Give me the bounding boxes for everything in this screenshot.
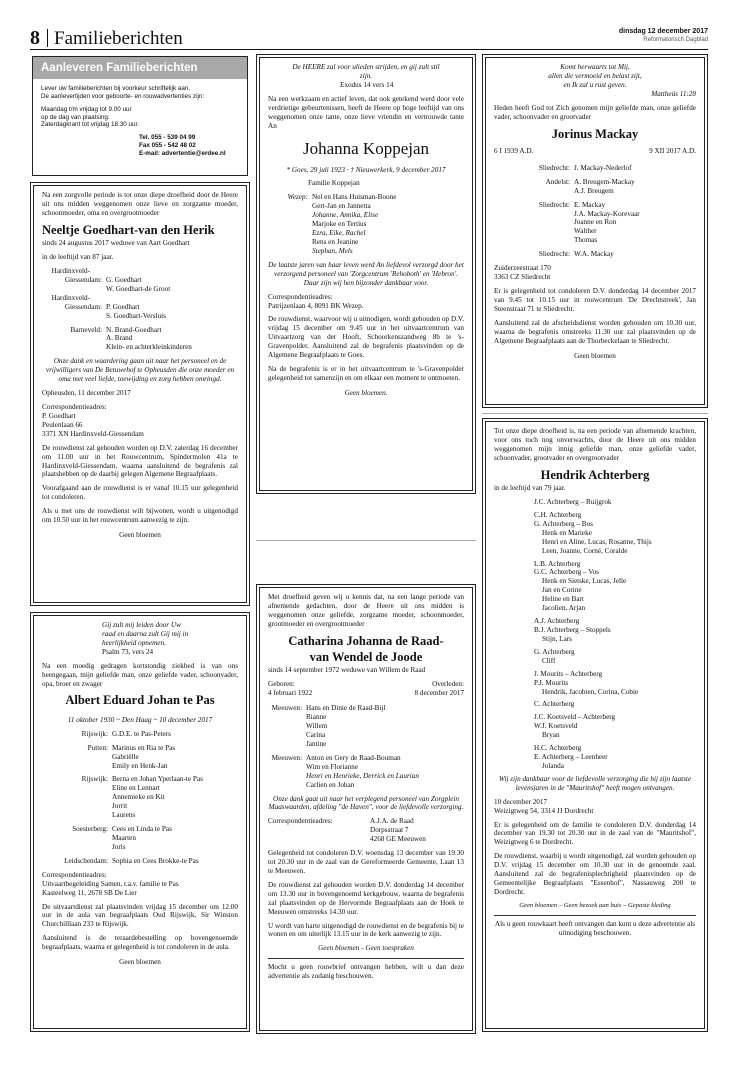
aanleveren-time1: Maandag t/m vrijdag tot 9.00 uur: [41, 105, 132, 113]
notice-goedhart: [30, 182, 250, 606]
goedhart-since: sinds 24 augustus 2017 weduwe van Aart Goedhart: [42, 239, 190, 248]
family-name: Klein- en achterkleinkinderen: [106, 343, 192, 352]
family-name: Joanne en Ron: [574, 218, 617, 227]
aanleveren-intro2: De aanlevertijden voor geboorte- en rouwadvertenties zijn:: [41, 93, 205, 101]
terpas-dates: 11 oktober 1930 ~ Den Haag ~ 10 december 2017: [67, 715, 213, 724]
family-name: Thomas: [574, 236, 598, 245]
family-name: Gabriëlle: [112, 752, 139, 761]
family-place: [42, 784, 108, 793]
header-rule: [30, 49, 708, 50]
family-place: [42, 762, 108, 771]
terpas-funeral: De uitvaartdienst zal plaatsvinden vrijdag 15 december om 12.00 uur in de aula van begraafplaats Oud Rijswijk, Sir Winston Churchilllaan 233 te Rijswijk.: [42, 902, 238, 929]
raad-died-label: Overleden:: [432, 680, 464, 689]
family-name: Jolanda: [542, 761, 564, 770]
koppejan-flowers: Geen bloemen.: [344, 388, 388, 397]
goedhart-thanks: Onze dank en waardering gaan uit naar het personeel en de vrijwilligers van De Betuwehof te Opheusden die onze moeder en oma met veel liefde, toewijding en zorg hebben omringd.: [45, 357, 235, 384]
family-place: [42, 811, 108, 820]
family-name: Hendrik, Jacobien, Corina, Cobie: [542, 687, 639, 696]
family-place: Putten:: [87, 743, 108, 752]
goedhart-placedate: Opheusden, 11 december 2017: [42, 389, 131, 398]
family-place: Rijswijk:: [81, 775, 108, 784]
family-name: C.H. Achterberg: [534, 510, 582, 519]
terpas-verse-ref: Psalm 73, vers 24: [102, 647, 154, 656]
family-place: [268, 731, 302, 740]
raad-family: [268, 704, 464, 794]
family-place: Giessendam:: [64, 275, 102, 284]
divider: [482, 413, 708, 414]
achterberg-condole: Er is gelegenheid om de familie te condoleren D.V. donderdag 14 december van 19.30 tot 20.30 uur in de zaal van de "Mauritshof", Weizigtweg 6 te Dordrecht.: [494, 820, 696, 847]
terpas-after: Aansluitend is de teraardebestelling op bovengenoemde begraafplaats, waarna er gelegenheid is tot condoleren in de aula.: [42, 934, 238, 952]
raad-corr-label: Correspondentieadres:: [268, 817, 333, 826]
family-name: Joris: [112, 842, 126, 851]
family-name: L.B. Achterberg: [534, 559, 581, 568]
koppejan-name: Johanna Koppejan: [302, 139, 430, 159]
family-place: [494, 218, 570, 227]
family-name: P. Goedhart: [106, 302, 140, 311]
goedhart-age: in de leeftijd van 87 jaar.: [42, 253, 114, 262]
family-name: Walther: [574, 227, 597, 236]
family-name: Henk en Sietske, Lucas, Jelle: [542, 577, 627, 586]
terpas-corr2: Kasteelweg 11, 2678 SB De Lier: [42, 888, 137, 897]
family-name: Bryan: [542, 731, 560, 740]
family-name: G.D.E. te Pas-Peters: [112, 729, 171, 738]
raad-flowers: Geen bloemen - Geen toespraken: [318, 944, 414, 953]
header-paper: Reformatorisch Dagblad: [643, 37, 708, 43]
header-date: dinsdag 12 december 2017: [618, 28, 708, 35]
family-name: Maarten: [112, 833, 136, 842]
raad-corr2: Dorpsstraat 7: [370, 826, 409, 835]
terpas-name: Albert Eduard Johan te Pas: [65, 693, 215, 708]
raad-corr1: A.J.A. de Raad: [370, 817, 414, 826]
family-name: Wim en Florianne: [306, 762, 359, 771]
family-name: Nel en Hans Huisman-Boone: [312, 193, 397, 202]
page-number: 8: [30, 27, 40, 49]
raad-born-label: Geboren:: [268, 680, 295, 689]
goedhart-corr3: 3371 XN Hardinxveld-Giessendam: [42, 429, 144, 438]
koppejan-place: Wezep:: [287, 193, 308, 202]
achterberg-flowers: Geen bloemen – Geen bezoek aan huis – Gepaste kleding: [519, 901, 671, 909]
mackay-died: 9 XII 2017 A.D.: [649, 146, 696, 155]
notice-achterberg: [482, 418, 708, 1032]
family-name: Marjoke en Tertius: [312, 220, 367, 229]
family-name: Jacolien, Arjan: [542, 604, 586, 613]
family-place: Giessendam:: [64, 302, 102, 311]
raad-name2: van Wendel de Joode: [309, 650, 423, 665]
family-name: Carlien en Johan: [306, 780, 355, 789]
family-place: Hardinxveld-: [51, 266, 90, 275]
raad-intro: Met droefheid geven wij u kennis dat, na een lange periode van afnemende gedachten, door de Heere uit ons midden is weggenomen onze geliefde, zorgzame moeder, schoonmoeder, grootmoeder en overgrootmoeder: [268, 593, 464, 628]
page-header: [30, 26, 708, 48]
family-name: Carina: [306, 730, 326, 739]
family-name: G. Achterberg – Bos: [534, 519, 593, 528]
koppejan-after: Na de begrafenis is er in het uitvaartcentrum te 's-Gravenpolder gelegenheid tot samenzijn en om elkaar een moment te ontmoeten.: [268, 365, 464, 382]
terpas-verse3: heerlijkheid opnemen.: [102, 638, 166, 647]
raad-condole: Gelegenheid tot condoleren D.V. woensdag 13 december van 19.30 tot 20.30 uur in de zaal van de Gereformeerde Gemeente, Laan 13 te Meeuwen.: [268, 849, 464, 875]
family-name: E. Mackay: [574, 200, 606, 209]
family-name: W. Goedhart-de Groot: [106, 284, 171, 293]
family-name: Hans en Dinie de Raad-Bijl: [306, 704, 386, 713]
family-name: E. Achterberg – Leenheer: [534, 753, 608, 762]
family-place: [268, 740, 302, 749]
family-place: [268, 713, 302, 722]
family-place: [42, 834, 108, 843]
family-name: H.C. Achterberg: [534, 744, 582, 753]
family-place: Andelst:: [545, 177, 570, 186]
family-name: Jorrit: [112, 802, 128, 811]
family-name: Heline en Bart: [542, 595, 584, 604]
family-name: Emily en Henk-Jan: [112, 761, 168, 770]
koppejan-dates: * Goes, 29 juli 1923 · † Nieuwerkerk, 9 december 2017: [286, 165, 446, 174]
goedhart-broadcast: Als u met ons de rouwdienst wilt bijwonen, wordt u uitgenodigd om 10.50 uur in het rouwcentrum aanwezig te zijn.: [42, 507, 238, 525]
mackay-addr1: Zuiderzeestraat 170: [494, 264, 551, 273]
family-name: A.J. Achterberg: [534, 617, 580, 626]
family-name: Rens en Jeanine: [312, 237, 359, 246]
family-name: J. Mackay-Nederlof: [574, 163, 632, 172]
terpas-verse1: Gij zult mij leiden door Uw: [102, 621, 181, 629]
header-divider: [47, 29, 48, 47]
family-place: [268, 722, 302, 731]
goedhart-name: Neeltje Goedhart-van den Herik: [42, 222, 215, 237]
family-place: [42, 793, 108, 802]
family-name: Cliff: [542, 656, 556, 665]
family-place: Sliedrecht:: [538, 200, 570, 209]
mackay-flowers: Geen bloemen: [574, 351, 616, 360]
family-name: Johanne, Annika, Elise: [312, 211, 379, 220]
family-name: A. Breugem-Mackay: [574, 177, 635, 186]
goedhart-corr1: P. Goedhart: [42, 411, 76, 420]
mackay-intro: Heden heeft God tot Zich genomen mijn geliefde man, onze geliefde vader, schoonvader en grootvader: [494, 103, 696, 121]
goedhart-intro: Na een zorgvolle periode is tot onze diepe droefheid door de Heere uit ons midden weggenomen onze lieve en zorgzame moeder, schoonmoeder, oma en overgrootmoeder: [42, 191, 238, 217]
terpas-corr1: Uitvaartbegeleiding Samen, t.a.v. familie te Pas: [42, 879, 179, 888]
aanleveren-time2: op de dag van plaatsing.: [41, 113, 110, 121]
achterberg-thanks: Wij zijn dankbaar voor de liefdevolle verzorging die hij zijn laatste levensjaren in de "Mauritshof" heeft mogen ontvangen.: [498, 774, 692, 792]
raad-invite: U wordt van harte uitgenodigd de rouwdienst en de begrafenis bij te wonen en om uiterlijk 13.15 uur in de kerk aanwezig te zijn.: [268, 921, 464, 939]
koppejan-intro: Na een werkzaam en actief leven, dat ook getekend werd door vele verdrietige gebeurtenissen, heeft de Heere op hoge leeftijd van ons weggenomen onze tante, onze lieve vriendin en vertrouwde tante An: [268, 94, 464, 130]
family-place: [268, 772, 302, 781]
family-place: [268, 781, 302, 790]
goedhart-before: Voorafgaand aan de rouwdienst is er vanaf 10.15 uur gelegenheid tot condoleren.: [42, 484, 238, 502]
family-name: S. Goedhart-Versluis: [106, 311, 166, 320]
family-name: Sophia en Cees Brokke-te Pas: [112, 856, 199, 865]
family-name: Marinus en Ria te Pas: [112, 743, 176, 752]
goedhart-corr-label: Correspondentieadres:: [42, 402, 107, 411]
terpas-verse2: raad en daarna zult Gij mij in: [102, 629, 189, 638]
family-name: Annemieke en Kit: [112, 793, 165, 802]
aanleveren-time3: Zaterdagkrant tot vrijdag 18.30 uur.: [41, 121, 140, 129]
family-name: N. Brand-Goedhart: [106, 325, 162, 334]
family-name: Eline en Lennart: [112, 784, 160, 793]
terpas-family: [42, 730, 238, 871]
goedhart-flowers: Geen bloemen: [119, 531, 161, 540]
mackay-verse-ref: Mattheüs 11:28: [651, 89, 696, 98]
family-name: Willem: [306, 722, 328, 731]
family-place: [42, 753, 108, 762]
family-name: P.J. Mourits: [534, 678, 569, 687]
family-name: Ezra, Eike, Rachel: [312, 229, 366, 238]
koppejan-corr-label: Correspondentieadres:: [268, 292, 333, 301]
family-name: Stijn, Lars: [542, 634, 572, 643]
achterberg-family: [494, 498, 696, 775]
family-name: Anton en Gery de Raad-Bouman: [306, 753, 401, 762]
aanleveren-email[interactable]: E-mail: advertentie@erdee.nl: [139, 149, 226, 157]
family-name: J.A. Mackay-Korevaar: [574, 209, 640, 218]
koppejan-corr: Patrijzenlaan 4, 8091 BK Wezep.: [268, 301, 364, 310]
family-name: J. Mourits – Achterberg: [534, 669, 603, 678]
notice-koppejan: [256, 54, 476, 494]
mackay-addr2: 3363 CZ Sliedrecht: [494, 273, 551, 282]
family-place: Sliedrecht:: [538, 163, 570, 172]
mackay-verse2: allen die vermoeid en belast zijt,: [548, 71, 642, 80]
family-name: G.C. Achterberg – Vos: [534, 568, 599, 577]
family-name: Henri en Henrieke, Derrick en Laurian: [306, 771, 419, 780]
family-place: [494, 236, 570, 245]
mackay-verse1: Komt herwaarts tot Mij,: [560, 63, 630, 71]
family-name: C. Achterberg: [534, 700, 575, 709]
mackay-funeral: Aansluitend zal de afscheidsdienst worden gehouden om 10.30 uur, waarna de begrafenis omstreeks 11.30 uur zal plaatsvinden op de Algemene Begraafplaats aan de Thorbeckelaan te Sliedrecht.: [494, 318, 696, 345]
goedhart-corr2: Peulenlaan 66: [42, 420, 83, 429]
family-name: Henk en Marieke: [542, 528, 592, 537]
achterberg-name: Hendrik Achterberg: [540, 467, 650, 482]
koppejan-thanks: De laatste jaren van haar leven werd An liefdevol verzorgd door het verzorgend personeel van 'Zorgcentrum 'Rehoboth' en 'Hebron'. Daar zijn wij hen bijzonder dankbaar voor.: [268, 260, 464, 287]
family-name: Gert-Jan en Jannetta: [312, 202, 371, 211]
family-place: [268, 763, 302, 772]
family-name: W.A. Mackay: [574, 250, 614, 259]
family-place: Meeuwen:: [271, 753, 302, 762]
family-place: Sliedrecht:: [538, 250, 570, 259]
family-name: Jantine: [306, 739, 327, 748]
family-place: [494, 227, 570, 236]
mackay-born: 6 I 1939 A.D.: [494, 146, 534, 155]
notice-raad: [256, 584, 476, 1034]
raad-funeral: De rouwdienst zal gehouden worden D.V. donderdag 14 december om 13.30 uur in bovengenoemd kerkgebouw, waarna de begrafenis zal plaatsvinden op de Hervormde Begraafplaats aan de Hoek te Meeuwen omstreeks 14.30 uur.: [268, 880, 464, 916]
family-name: Cees en Linda te Pas: [112, 825, 172, 834]
family-place: [494, 210, 570, 219]
family-name: Jan en Corine: [542, 586, 582, 595]
koppejan-verse-ref: Exodus 14 vers 14: [340, 80, 394, 89]
mackay-name: Jorinus Mackay: [551, 126, 639, 141]
family-place: Barneveld:: [70, 325, 102, 334]
koppejan-funeral: De rouwdienst, waarvoor wij u uitnodigen, wordt gehouden op D.V. vrijdag 15 december om 9.45 uur in het uitvaartcentrum van Uitvaartzorg van der Hooft, Schoorkenszandweg 8b te 's-Gravenpolder. Aansluitend zal de begrafenis plaatsvinden op de Algemene Begraafplaats te Goes.: [268, 315, 464, 360]
notice-terpas: [30, 612, 250, 1032]
family-place: Hardinxveld-: [51, 293, 90, 302]
family-name: B.J. Achterberg – Stoppels: [534, 625, 611, 634]
mackay-condole: Er is gelegenheid tot condoleren D.V. donderdag 14 december 2017 van 9.45 tot 10.15 uur in rouwcentrum 'De Drechtstreek', Jan Steenstraat 71 te Sliedrecht.: [494, 286, 696, 313]
raad-corr3: 4268 GE Meeuwen: [370, 835, 426, 844]
family-name: J.C. Koetsveld – Achterberg: [534, 713, 616, 722]
family-name: J.C. Achterberg – Ruijgrok: [534, 497, 612, 506]
family-name: Laurens: [112, 811, 136, 820]
koppejan-family: Familie Koppejan: [308, 179, 360, 188]
goedhart-funeral: De rouwdienst zal gehouden worden op D.V. zaterdag 16 december om 11.00 uur in het Rouwcentrum, Spindermolen 41a te Hardinxveld-Giessendam, waarna aansluitend de begrafenis zal plaatshebben op de daarbij gelegen Algemene Begraafplaats.: [42, 443, 238, 479]
achterberg-funeral: De rouwdienst, waarbij u wordt uitgenodigd, zal worden gehouden op D.V. vrijdag 15 december om 10.30 uur in de genoemde zaal. Aansluitend zal de begrafenisplechtigheid plaatsvinden op de Gemeentelijke Begraafplaats "Essenhof", Nassauweg 200 te Dordrecht.: [494, 852, 696, 897]
koppejan-family-list: [308, 193, 464, 255]
achterberg-addr: Weizigtweg 54, 3314 JJ Dordrecht: [494, 806, 594, 815]
raad-name1: Catharina Johanna de Raad-: [288, 633, 444, 648]
raad-note: Mocht u geen rouwbrief ontvangen hebben, wilt u dan deze advertentie als zodanig beschouwen.: [268, 963, 464, 981]
family-name: A.J. Breugem: [574, 186, 614, 195]
achterberg-note: Als u geen rouwkaart heeft ontvangen dan kunt u deze advertentie als uitnodiging beschouwen.: [494, 920, 696, 938]
achterberg-intro: Tot onze diepe droefheid is, na een periode van afnemende krachten, voor ons toch nog onverwachts, door de Heere uit ons midden weggenomen mijn innig geliefde man, onze geliefde vader, schoonvader, grootvader en overgrootvader: [494, 427, 696, 462]
family-name: G. Goedhart: [106, 275, 142, 284]
family-name: W.J. Koetsveld: [534, 722, 578, 731]
achterberg-age: in de leeftijd van 79 jaar.: [494, 484, 566, 493]
family-place: Meeuwen:: [271, 704, 302, 713]
family-name: A. Brand: [106, 334, 133, 343]
family-place: [494, 187, 570, 196]
terpas-intro: Na een moedig gedragen kortstondig ziekbed is van ons heengegaan, mijn geliefde man, onze geliefde vader, schoonvader, opa, broer en zwager: [42, 661, 238, 688]
family-name: G. Achterberg: [534, 647, 575, 656]
achterberg-date: 10 december 2017: [494, 797, 548, 806]
family-place: Leidschendam:: [64, 856, 108, 865]
divider: [256, 540, 476, 541]
page-title: Familieberichten: [54, 28, 183, 49]
terpas-corr-label: Correspondentieadres:: [42, 870, 107, 879]
koppejan-verse: De HEERE zal voor ulieden strijden, en gij zult stil zijn.: [292, 63, 440, 80]
raad-thanks: Onze dank gaat uit naar het verplegend personeel van Zorgplein Maaswaarden, afdeling "de Haven", voor de liefdevolle verzorging.: [268, 794, 464, 812]
aanleveren-title: Aanleveren Familieberichten: [33, 57, 247, 79]
family-name: Stephan, Mels: [312, 246, 353, 255]
mackay-verse3: en Ik zal u rust geven.: [563, 80, 627, 89]
aanleveren-box: [30, 54, 250, 178]
aanleveren-intro1: Lever uw familieberichten bij voorkeur schriftelijk aan.: [41, 85, 191, 93]
terpas-flowers: Geen bloemen: [119, 958, 161, 967]
family-place: Soesterberg:: [72, 825, 108, 834]
family-place: [42, 802, 108, 811]
family-name: Berna en Johan Yperlaan-te Pas: [112, 775, 203, 784]
family-name: Henri en Aline, Lucas, Rosanne, Thijs: [542, 537, 652, 546]
family-place: Rijswijk:: [81, 729, 108, 738]
notice-mackay: [482, 54, 708, 408]
family-name: Rianne: [306, 713, 327, 722]
aanleveren-tel: Tel. 055 - 539 04 99: [139, 134, 196, 142]
family-name: Leen, Joanne, Corné, Coralde: [542, 546, 628, 555]
raad-died: 8 december 2017: [414, 689, 464, 698]
raad-born: 4 februari 1922: [268, 689, 313, 698]
raad-since: sinds 14 september 1972 weduwe van Willem de Raad: [268, 666, 426, 675]
family-place: [42, 843, 108, 852]
mackay-family: [494, 164, 696, 264]
aanleveren-fax: Fax 055 - 542 48 02: [139, 142, 196, 150]
